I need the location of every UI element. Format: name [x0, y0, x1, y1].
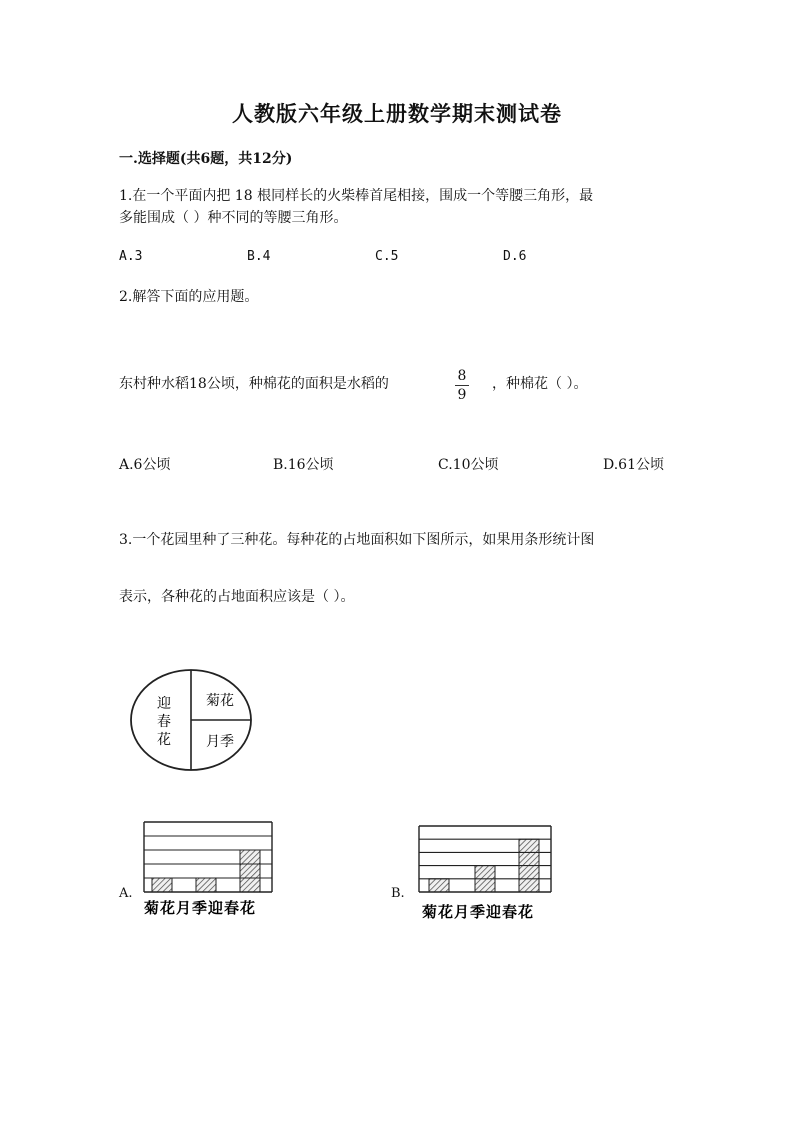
fraction-bar: [455, 385, 469, 386]
q1-text-line2: 多能围成（ ）种不同的等腰三角形。: [119, 210, 348, 226]
q2-option-c[interactable]: C.10公顷: [438, 457, 499, 473]
q1-text-line1: 1.在一个平面内把 18 根同样长的火柴棒首尾相接，围成一个等腰三角形，最: [119, 188, 594, 204]
pie-label-juhua: 菊花: [206, 693, 234, 709]
fraction-denominator: 9: [457, 387, 467, 403]
chartA-bar-1: [152, 878, 172, 892]
q2-heading: 2.解答下面的应用题。: [119, 289, 259, 305]
q3-option-b-label[interactable]: B.: [391, 886, 405, 901]
fraction-numerator: 8: [457, 368, 467, 384]
q1-option-c[interactable]: C.5: [375, 249, 399, 264]
q2-text-before: 东村种水稻18公顷，种棉花的面积是水稻的: [119, 376, 389, 392]
chart-b-axis-labels: 菊花月季迎春花: [422, 903, 535, 921]
q1-option-d[interactable]: D.6: [503, 249, 527, 264]
chart-a-grid: [144, 822, 272, 892]
q2-option-d[interactable]: D.61公顷: [603, 457, 664, 473]
q3-text-line2: 表示，各种花的占地面积应该是（ ）。: [119, 589, 355, 605]
chartA-bar-3: [240, 850, 260, 892]
q2-fraction: [452, 368, 472, 403]
pie-label-yueji: 月季: [206, 734, 234, 750]
q1-option-b[interactable]: B.4: [247, 249, 271, 264]
page-title: 人教版六年级上册数学期末测试卷: [232, 101, 562, 126]
pie-label-yingchun-2: 春: [157, 714, 171, 730]
q3-option-a-label[interactable]: A.: [119, 886, 133, 901]
q2-option-b[interactable]: B.16公顷: [273, 457, 334, 473]
q2-text-after: ，种棉花（ ）。: [492, 376, 588, 392]
pie-label-yingchun-3: 花: [157, 732, 171, 748]
chartB-bar-1: [429, 879, 449, 892]
bar-chart-b[interactable]: [415, 820, 575, 924]
bar-chart-a[interactable]: [140, 818, 290, 922]
q2-option-a[interactable]: A.6公顷: [119, 457, 171, 473]
pie-figure: [128, 668, 268, 778]
pie-label-yingchun-1: 迎: [157, 696, 171, 712]
chartA-bar-2: [196, 878, 216, 892]
section-heading: 一.选择题(共6题，共12分): [119, 151, 293, 167]
chart-a-axis-labels: 菊花月季迎春花: [144, 899, 257, 917]
chart-b-grid: [419, 826, 551, 892]
q3-text-line1: 3.一个花园里种了三种花。每种花的占地面积如下图所示，如果用条形统计图: [119, 532, 595, 548]
q1-option-a[interactable]: A.3: [119, 249, 143, 264]
